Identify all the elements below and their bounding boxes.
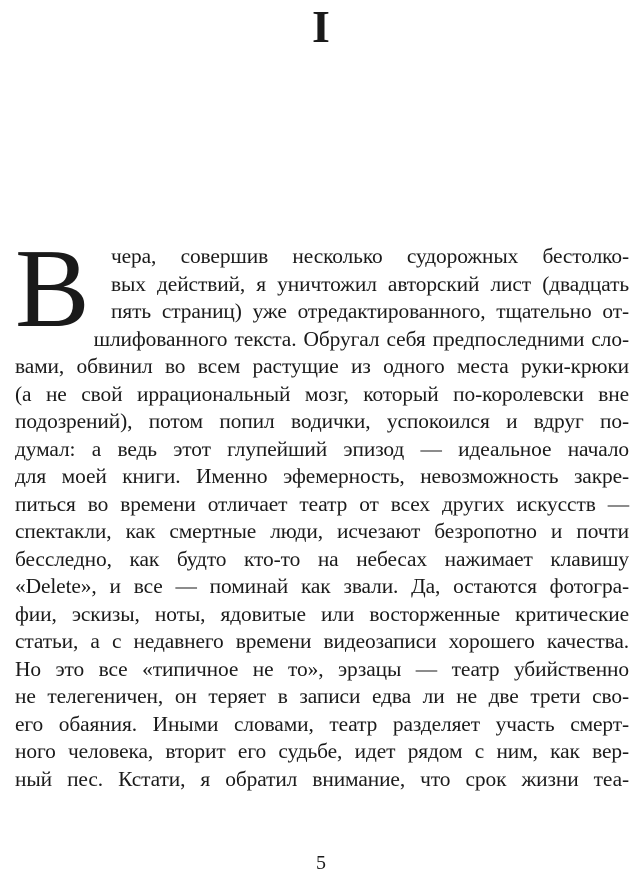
drop-cap: В <box>15 227 90 351</box>
text-line: Но это все «типичное не то», эрзацы — театр убийственно <box>15 656 629 681</box>
text-line: бесследно, как будто кто-то на небесах нажимает клавишу <box>15 546 629 571</box>
text-line: ного человека, вторит его судьбе, идет рядом с ним, как вер- <box>15 739 629 763</box>
text-line: чера, совершив несколько судорожных бестолко- <box>111 244 629 268</box>
chapter-number: I <box>312 1 330 52</box>
text-line: питься во времени отличает театр от всех других искусств — <box>15 491 629 516</box>
text-line: думал: а ведь этот глупейший эпизод — идеальное начало <box>15 436 629 461</box>
text-line: подозрений), потом попил водички, успокоился и вдруг по- <box>15 409 629 433</box>
text-line: для моей книги. Именно эфемерность, невозможность закре- <box>15 464 629 488</box>
text-line: фии, эскизы, ноты, ядовитые или восторженные критические <box>15 601 629 626</box>
text-line: статьи, а с недавнего времени видеозаписи хорошего качества. <box>15 629 629 653</box>
page-number: 5 <box>316 852 326 874</box>
text-line: пять страниц) уже отредактированного, тщательно от- <box>111 299 629 323</box>
text-line: его обаяния. Иными словами, театр разделяет участь смерт- <box>15 711 629 736</box>
text-line: спектакли, как смертные люди, исчезают безропотно и почти <box>15 519 629 543</box>
text-line: «Delete», и все — поминай как звали. Да, остаются фотогра- <box>15 574 629 598</box>
body-text <box>15 227 629 793</box>
text-line: не телегеничен, он теряет в записи едва ли не две трети сво- <box>15 684 629 708</box>
text-line: вами, обвинил во всем растущие из одного места руки-крюки <box>15 354 629 378</box>
text-line: (а не свой иррациональный мозг, который по-королевски вне <box>15 381 629 406</box>
text-line: ный пес. Кстати, я обратил внимание, что срок жизни теа- <box>15 766 629 791</box>
text-line: шлифованного текста. Обругал себя предпоследними сло- <box>93 326 629 351</box>
text-line: вых действий, я уничтожил авторский лист (двадцать <box>111 271 629 296</box>
